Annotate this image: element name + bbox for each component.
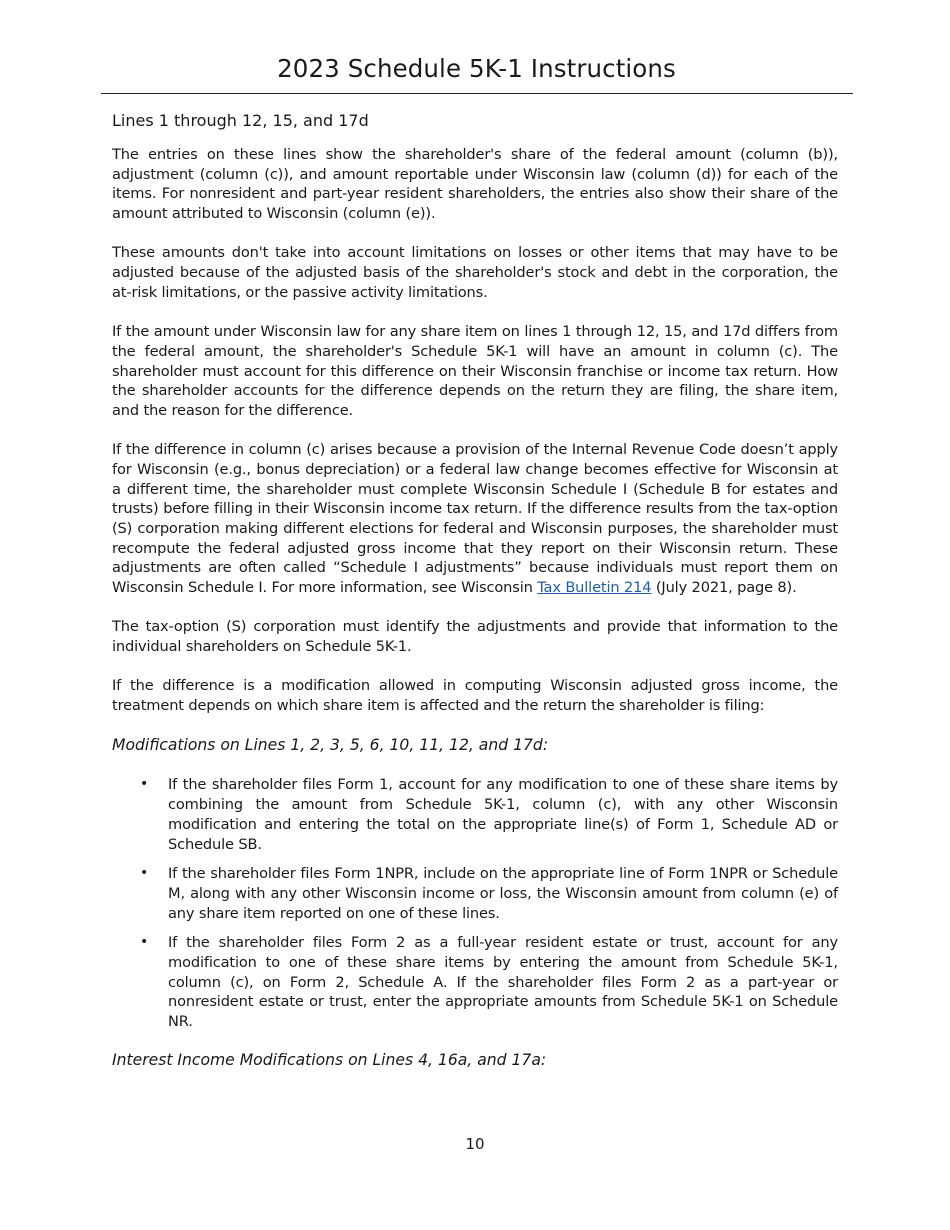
list-item [112,775,838,854]
paragraph-modification-treatment: If the difference is a modification allowed in computing Wisconsin adjusted gross income, the treatment depends on which share item is affected and the return the shareholder is filing: [112,677,838,715]
paragraph-limitations: These amounts don't take into account limitations on losses or other items that may have to be adjusted because of the adjusted basis of the shareholder's stock and debt in the corporation, the at-risk limitations, or the passive activity limitations. [112,244,838,301]
tax-bulletin-214-link[interactable]: Tax Bulletin 214 [537,579,652,597]
list-item-text: If the shareholder files Form 2 as a full-year resident estate or trust, account for any modification to one of these share items by entering the amount from Schedule 5K-1, column (c), on Form 2, Schedule A. If the shareholder files Form 2 as a part-year or nonresident estate or trust, enter the appropriate amounts from Schedule 5K-1 on Schedule NR. [168,934,838,1031]
subheading-modifications: Modifications on Lines 1, 2, 3, 5, 6, 10, 11, 12, and 17d: [112,736,549,755]
paragraph-schedule-i-adjustments [112,440,838,598]
paragraph-column-c-difference: If the amount under Wisconsin law for any share item on lines 1 through 12, 15, and 17d differs from the federal amount, the shareholder's Schedule 5K-1 will have an amount in column (c). The shareholder must account for this difference on their Wisconsin franchise or income tax return. How the shareholder accounts for the difference depends on the return they are filing, the share item, and the reason for the difference. [112,323,838,419]
section-heading: Lines 1 through 12, 15, and 17d [112,111,369,130]
paragraph-share-entries: The entries on these lines show the shareholder's share of the federal amount (column (b)), adjustment (column (c)), and amount reportable under Wisconsin law (column (d)) for each of the items. For nonresident and part-year resident shareholders, the entries also show their share of the amount attributed to Wisconsin (column (e)). [112,146,838,223]
page-content [112,109,838,1090]
list-item-text: If the shareholder files Form 1NPR, include on the appropriate line of Form 1NPR or Schedule M, along with any other Wisconsin income or loss, the Wisconsin amount from column (e) of any share item reported on one of these lines. [168,865,838,922]
subheading-interest-income: Interest Income Modifications on Lines 4, 16a, and 17a: [112,1050,547,1069]
page-title: 2023 Schedule 5K-1 Instructions [277,54,676,83]
paragraph-text: If the difference in column (c) arises because a provision of the Internal Revenue Code doesn’t apply for Wisconsin (e.g., bonus depreciation) or a federal law change becomes effective for Wisconsin at a different time, the shareholder must complete Wisconsin Schedule I (Schedule B for estates and trusts) before filling in their Wisconsin income tax return. If the difference results from the tax-option (S) corporation making different elections for federal and Wisconsin purposes, the shareholder must recompute the federal adjusted gross income that they report on their Wisconsin return. These adjustments are often called “Schedule I adjustments” because individuals must report them on Wisconsin Schedule I. For more information, see Wisconsin [112,441,838,597]
paragraph-text-tail: (July 2021, page 8). [651,579,797,597]
modifications-bullet-list [112,775,838,1031]
bullet-icon: • [140,776,149,793]
title-divider [101,93,853,94]
page-number: 10 [465,1135,485,1153]
paragraph-identify-adjustments: The tax-option (S) corporation must identify the adjustments and provide that information to the individual shareholders on Schedule 5K-1. [112,618,838,656]
list-item [112,864,838,923]
bullet-icon: • [140,865,149,882]
list-item-text: If the shareholder files Form 1, account for any modification to one of these share items by combining the amount from Schedule 5K-1, column (c), with any other Wisconsin modification and entering the total on the appropriate line(s) of Form 1, Schedule AD or Schedule SB. [168,776,838,853]
bullet-icon: • [140,934,149,951]
list-item [112,933,838,1032]
